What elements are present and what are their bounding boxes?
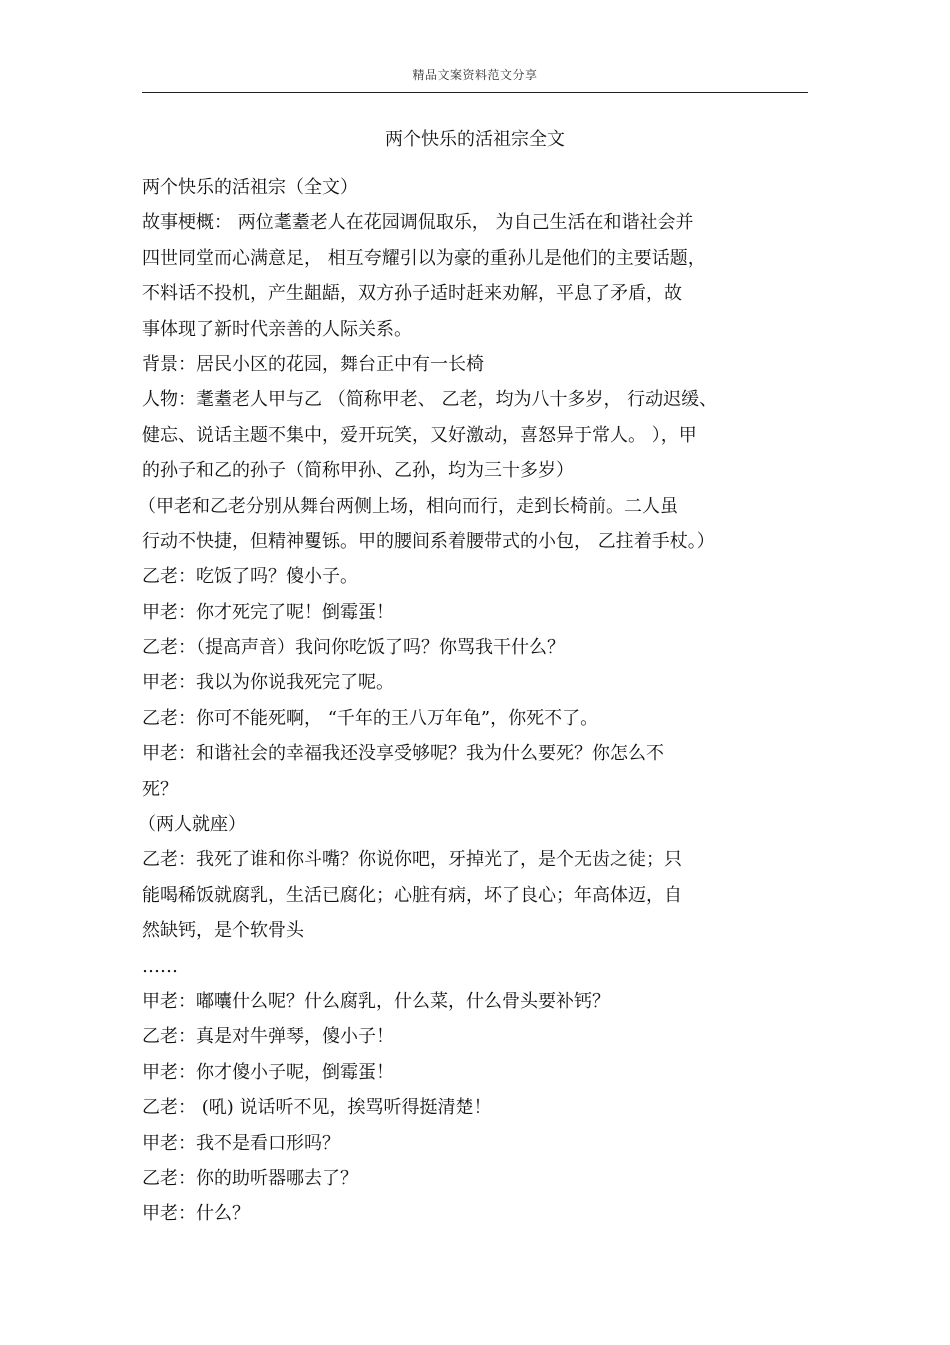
text-line: 甲老：我以为你说我死完了呢。 xyxy=(142,672,394,694)
text-line: 乙老：你可不能死啊， “千年的王八万年龟”，你死不了。 xyxy=(142,707,599,729)
text-line: 乙老：吃饭了吗？傻小子。 xyxy=(142,566,358,588)
text-line: 甲老：什么？ xyxy=(142,1203,250,1225)
text-line: 乙老：我死了谁和你斗嘴？你说你吧，牙掉光了，是个无齿之徒；只 xyxy=(142,849,682,871)
text-line: 乙老：真是对牛弹琴，傻小子！ xyxy=(142,1026,394,1048)
page-header xyxy=(142,64,808,93)
text-line: 故事梗概： 两位耄耋老人在花园调侃取乐， 为自己生活在和谐社会并 xyxy=(142,212,694,234)
text-line: 甲老：我不是看口形吗？ xyxy=(142,1132,340,1154)
text-line: （两人就座） xyxy=(138,814,246,836)
text-line: 健忘、说话主题不集中，爱开玩笑，又好激动，喜怒异于常人。 ），甲 xyxy=(142,424,697,446)
text-line: 两个快乐的活祖宗（全文） xyxy=(142,177,358,198)
text-line: 人物：耄耋老人甲与乙 （简称甲老、 乙老，均为八十多岁， 行动迟缓、 xyxy=(142,389,718,411)
text-line: 四世同堂而心满意足， 相互夸耀引以为豪的重孙儿是他们的主要话题， xyxy=(142,247,706,269)
text-line: （甲老和乙老分别从舞台两侧上场，相向而行，走到长椅前。二人虽 xyxy=(138,495,678,517)
text-line: 的孙子和乙的孙子（简称甲孙、乙孙，均为三十多岁） xyxy=(142,460,574,482)
text-line: 然缺钙，是个软骨头 xyxy=(142,920,304,942)
text-line: 行动不快捷，但精神矍铄。甲的腰间系着腰带式的小包， 乙拄着手杖。） xyxy=(142,530,715,552)
text-line: 事体现了新时代亲善的人际关系。 xyxy=(142,318,412,340)
text-line: 乙老：（提高声音）我问你吃饭了吗？你骂我干什么？ xyxy=(142,637,565,659)
document-title: 两个快乐的活祖宗全文 xyxy=(385,129,565,150)
document-body xyxy=(138,170,808,1232)
text-line: 能喝稀饭就腐乳，生活已腐化；心脏有病，坏了良心；年高体迈，自 xyxy=(142,884,682,906)
text-line: 甲老：和谐社会的幸福我还没享受够呢？我为什么要死？你怎么不 xyxy=(142,743,664,765)
text-line: 乙老：你的助听器哪去了？ xyxy=(142,1167,358,1189)
text-line: 甲老：你才傻小子呢，倒霉蛋！ xyxy=(142,1061,394,1083)
text-line: 背景：居民小区的花园，舞台正中有一长椅 xyxy=(142,353,484,375)
text-line: 死？ xyxy=(142,778,178,800)
text-line: 甲老：你才死完了呢！倒霉蛋！ xyxy=(142,601,394,623)
text-line: 乙老： (吼) 说话听不见，挨骂听得挺清楚！ xyxy=(142,1097,492,1119)
text-line: 不料话不投机，产生龃龉，双方孙子适时赶来劝解，平息了矛盾，故 xyxy=(142,283,682,305)
text-line: 甲老：嘟囔什么呢？什么腐乳，什么菜，什么骨头要补钙？ xyxy=(142,990,610,1012)
page-header-text: 精品文案资料范文分享 xyxy=(412,68,538,82)
text-line: …… xyxy=(142,955,178,977)
